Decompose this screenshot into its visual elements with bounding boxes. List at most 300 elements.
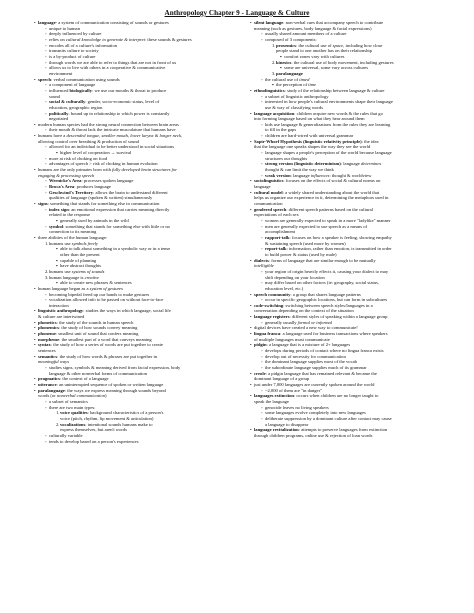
bullet-marker: ◦ <box>45 127 47 133</box>
bullet-marker: • <box>34 325 36 331</box>
bullet-marker: ◦ <box>261 297 263 303</box>
term: ethnolinguistics <box>254 87 285 93</box>
note-text: composed of 3 components: <box>265 36 317 42</box>
note-line <box>34 439 246 445</box>
note-text: generally used by animals in the wild <box>60 217 129 223</box>
note-text: determines <box>361 161 382 167</box>
note-text: the perception of <box>276 82 309 88</box>
term: social & culturally <box>49 99 86 105</box>
note-text: that the language one speaks shapes the way they see the world <box>254 144 371 150</box>
bullet-marker: • <box>34 342 36 348</box>
term: syntax <box>38 342 51 348</box>
note-text: formal or informal <box>297 319 333 325</box>
bullet-marker: • <box>34 201 36 206</box>
note-text: : smallest unit of sound that confers meaning <box>55 331 139 337</box>
bullet-marker: ▪ <box>280 53 282 59</box>
note-text: have abstract thoughts <box>60 263 102 269</box>
note-text: system of gestures <box>89 285 123 291</box>
note-line <box>250 433 454 439</box>
bullet-marker: • <box>34 387 36 393</box>
note-text: interested in how people's cultural environments shape their language <box>265 99 393 105</box>
note-text: express themselves, but aren't words <box>60 427 128 433</box>
bullet-marker: ◦ <box>45 223 47 229</box>
bullet-marker: ◦ <box>261 348 263 354</box>
note-text: expectations of each sex <box>254 212 299 218</box>
term: gendered speech <box>254 206 287 212</box>
bullet-marker: ◦ <box>45 184 47 190</box>
term: lingua franca <box>254 331 281 337</box>
bullet-marker: • <box>250 138 252 144</box>
note-text: : the cultural use of body movement, including gestures <box>291 59 394 65</box>
bullet-marker: ◦ <box>45 42 47 48</box>
bullet-marker: ◦ <box>45 161 47 167</box>
term: biologically <box>69 87 93 93</box>
note-text: kids use language & generalizations from the rules they are learning <box>265 121 391 127</box>
note-text: qualities of language (spoken & written) simultaneously <box>49 195 153 201</box>
note-text: negotiated <box>49 116 69 122</box>
bullet-marker: • <box>34 133 36 139</box>
note-text: : the context of a language <box>59 376 109 382</box>
note-text: : bound up in relationship to which power is constantly <box>68 110 170 116</box>
term: paralanguage <box>38 387 65 393</box>
left-column <box>34 20 246 444</box>
note-text: higher level of cooperation → survival <box>60 150 132 156</box>
note-text: : a language that is a mixture of 2+ languages <box>266 342 351 348</box>
note-text: develops during periods of contact where no lingua franca exists <box>265 348 384 354</box>
bullet-marker: ◦ <box>45 297 47 303</box>
note-text: : children acquire new words & the rules that go <box>294 110 383 116</box>
note-text: capable of planning <box>60 257 97 263</box>
term: signs <box>38 201 48 206</box>
note-text: dominant language of a group <box>254 376 310 382</box>
term: language acquisition <box>254 110 295 116</box>
bullet-marker: 3. <box>272 70 276 76</box>
bullet-marker: • <box>34 382 36 387</box>
bullet-marker: ◦ <box>45 31 47 37</box>
term: dialects <box>254 257 269 263</box>
bullet-marker: • <box>250 206 252 212</box>
note-text: women are generally expected to speak in a more "ladylike" manner <box>265 217 391 223</box>
bullet-marker: • <box>250 189 252 195</box>
note-text: human language began as a <box>38 285 90 291</box>
bullet-marker: 1. <box>45 240 49 246</box>
note-text: voice (pitch, rhythm, lip movement & articulation) <box>60 415 154 421</box>
bullet-marker: ◦ <box>45 53 47 59</box>
note-text: : language <box>340 161 361 167</box>
bullet-marker: • <box>250 87 252 93</box>
bullet-marker: 2. <box>45 268 49 274</box>
note-text: influenced <box>49 87 70 93</box>
note-text: allowed for an individual to be better understood in social situations <box>49 144 175 150</box>
note-text: : a group that shares language patterns <box>290 291 361 297</box>
note-text: influences <box>310 172 330 178</box>
note-text: interaction <box>49 302 69 308</box>
bullet-marker: ◦ <box>45 36 47 42</box>
bullet-marker: ▪ <box>56 263 58 269</box>
bullet-marker: • <box>34 167 36 173</box>
note-text: humans use <box>49 240 72 246</box>
term: speech community <box>254 291 291 297</box>
note-text: their mouth & throat lack the intricate musculature that humans have <box>49 127 176 133</box>
note-text: : the smallest part of a word that conveys meaning <box>59 336 152 342</box>
note-text: the subordinate language supplies much of its grammar <box>265 365 367 371</box>
term: linguistic anthropology <box>38 308 84 314</box>
note-text: : the study of the sounds in human speech <box>56 319 134 325</box>
note-text: - a system of communication consisting of sounds or gestures <box>55 20 169 25</box>
note-text: : focuses on how a speaker is feeling, showing empathy <box>289 234 392 240</box>
note-text: of multiple languages must communicate <box>254 336 330 342</box>
bullet-marker: • <box>250 257 252 263</box>
note-text: occur in specific geographic locations, but can form in subcultures <box>265 297 388 303</box>
term: symbol <box>49 223 64 229</box>
bullet-marker: ◦ <box>261 31 263 37</box>
note-text: use & way of classifying words <box>265 104 324 110</box>
note-text: your region of origin heavily effects it, causing your dialect to may <box>265 268 389 274</box>
note-text: : these sounds & gestures <box>144 36 192 42</box>
note-text: tends to develop based on a person's experiences <box>49 438 139 444</box>
bullet-marker: ◦ <box>45 178 47 184</box>
bullet-marker: ◦ <box>261 93 263 99</box>
note-text: deeply influenced by culture <box>49 31 102 37</box>
note-text: : study of the relationship between language & culture <box>284 87 385 93</box>
note-text: advantages of speech > risk of choking in human evolution <box>49 161 158 167</box>
note-text: other than the present <box>60 251 100 257</box>
note-text: unique to human <box>49 25 80 31</box>
note-text: culturally variable <box>49 432 83 438</box>
note-text: more at risk of choking on food <box>49 155 108 161</box>
bullet-marker: • <box>34 20 36 25</box>
note-text: men are generally expected to use speech as a means of <box>265 223 368 229</box>
bullet-marker: ◦ <box>261 133 263 139</box>
bullet-marker: • <box>250 178 252 184</box>
term: proxemics <box>276 42 297 48</box>
note-text: generally usually <box>265 319 298 325</box>
note-text: ~2,000 of them are "in danger" <box>265 387 323 393</box>
bullet-marker: ▪ <box>56 257 58 263</box>
note-text: related to the response <box>49 212 91 218</box>
term: morpheme <box>38 336 60 342</box>
bullet-marker: ◦ <box>45 189 47 195</box>
note-text: symbols freely <box>71 240 98 246</box>
note-text: sentences <box>38 348 56 354</box>
bullet-marker: • <box>250 370 252 376</box>
term: pidgin <box>254 342 267 348</box>
note-text: : something that stands for something else with little or no <box>63 223 170 229</box>
bullet-marker: • <box>250 427 252 433</box>
bullet-marker: • <box>34 376 36 382</box>
note-text: genocide leaves no living speakers <box>265 404 329 410</box>
note-text: : the idea <box>361 138 379 144</box>
bullet-marker: ◦ <box>261 387 263 393</box>
term: code-switching <box>254 302 284 308</box>
note-text: : an emotional expression that carries meaning directly <box>68 206 170 212</box>
note-text: children are hard-wired with universal grammar <box>265 133 354 139</box>
note-text: encodes all of a culture's information <box>49 42 118 48</box>
note-text: : attempts to preserve languages from extinction <box>298 427 388 433</box>
bullet-marker: • <box>34 336 36 342</box>
note-text: meaningful ways <box>38 359 70 365</box>
note-text: develop out of necessity for communication <box>265 353 346 359</box>
note-text: able to talk about something in a symbolic way or in a tense <box>60 246 171 252</box>
bullet-marker: ◦ <box>45 404 47 410</box>
note-text: , including how close <box>343 42 383 48</box>
term: strong version (linguistic determinism) <box>265 161 341 167</box>
note-text: some are universal, some vary across cultures <box>284 65 369 71</box>
note-text: : a language used for business transactions where speakers <box>280 331 388 337</box>
note-text: sound <box>49 93 60 99</box>
note-text: timed <box>299 76 310 82</box>
note-text: , <box>181 133 183 139</box>
bullet-marker: • <box>34 353 36 359</box>
bullet-marker: ◦ <box>45 438 47 444</box>
bullet-marker: ◦ <box>45 99 47 105</box>
note-text: : language <box>290 172 311 178</box>
note-text: vocalization allowed info to be passed on without face-to-face <box>49 297 164 303</box>
note-text: able to create new phrases & sentences <box>60 280 132 286</box>
term: phonemics <box>38 325 59 331</box>
note-text: : studies the ways in which language, social life <box>83 308 171 314</box>
note-text: : background characteristics of a person's <box>87 410 164 416</box>
bullet-marker: ▪ <box>280 65 282 71</box>
term: utterance <box>38 382 57 387</box>
note-text: a subset of semantics <box>49 398 88 404</box>
note-text: digital devices have created a new way to communicate! <box>254 325 358 331</box>
note-text: humans are the only primates born with <box>38 167 113 173</box>
bullet-marker: ◦ <box>261 280 263 286</box>
note-text: : information, rather than emotion, is transmitted in order <box>286 246 392 252</box>
note-text: a component of language <box>49 82 96 88</box>
note-text: words (or <box>38 393 57 399</box>
note-text: : the study of how words & phrases are put together in <box>57 353 158 359</box>
note-text: descended tongue, smaller mouth, lower larynx & longer neck <box>66 133 182 139</box>
bullet-marker: 2. <box>272 59 276 65</box>
term: phonetics <box>38 319 57 325</box>
bullet-marker: ◦ <box>45 144 47 150</box>
note-text: creative <box>84 274 100 280</box>
term: phoneme <box>38 331 56 337</box>
bullet-marker: 3. <box>45 274 49 280</box>
note-text: communication <box>254 201 283 206</box>
bullet-marker: ◦ <box>261 223 263 229</box>
note-text: : the study of how sounds convey meaning <box>58 325 138 331</box>
bullet-marker: ◦ <box>45 48 47 54</box>
note-text: deliberate suppression by a dominant culture after contact may cause <box>265 415 392 421</box>
note-text: : occurs when children are no longer taught to <box>293 393 379 399</box>
bullet-marker: ▪ <box>56 150 58 156</box>
bullet-marker: ◦ <box>45 59 47 65</box>
bullet-marker: ◦ <box>261 319 263 325</box>
bullet-marker: • <box>250 325 252 331</box>
bullet-marker: ◦ <box>261 415 263 421</box>
term: politically <box>49 110 69 116</box>
note-text: may differ based on other factors (ie: geography, social status, <box>265 280 380 286</box>
note-text: the dominant language supplies most of the vocab <box>265 359 357 365</box>
bullet-marker: ◦ <box>45 291 47 297</box>
bullet-marker: ◦ <box>261 410 263 416</box>
term: creole <box>254 370 266 376</box>
note-text: becoming bipedal freed up our hands to make gestures <box>49 291 150 297</box>
note-text: : forms of language that are similar enough to be mutually <box>268 257 376 263</box>
term: languages extinction <box>254 393 294 399</box>
note-text: : an uninterrupted sequence of spoken or written language <box>56 382 164 387</box>
note-text: language shapes a people's perception of the world because language <box>265 150 392 156</box>
note-text: usually shared amount members of a culture <box>265 31 347 37</box>
bullet-marker: • <box>34 234 36 240</box>
note-text: through children programs, online use & rejection of loan words <box>254 432 373 438</box>
note-text: ) <box>105 393 107 399</box>
note-text: a language to disappear <box>265 421 309 427</box>
note-text: : the cultural use of <box>296 42 333 48</box>
note-text: there are two main types: <box>49 404 96 410</box>
page-title: Anthropology Chapter 9 - Language & Culture <box>164 9 310 17</box>
note-text: thought & can limit the way we think <box>265 167 334 173</box>
bullet-marker: • <box>250 393 252 399</box>
term: report-talk <box>265 246 287 252</box>
bullet-marker: ◦ <box>45 82 47 88</box>
bullet-marker: ◦ <box>261 36 263 42</box>
note-text: connection to its meaning <box>49 229 97 235</box>
note-text: language & other nonverbal forms of communication <box>49 370 147 376</box>
note-text: : focuses on the effects of social & cultural norms on <box>283 178 381 184</box>
bullet-marker: • <box>34 76 36 82</box>
term: vocalizations <box>60 421 86 427</box>
term: speech <box>38 76 52 82</box>
note-text: : different speech patterns based on the cultural <box>286 206 373 212</box>
term: pragmatics <box>38 376 60 382</box>
bullet-marker: 1. <box>56 410 60 416</box>
term: language <box>38 20 56 25</box>
bullet-marker: • <box>250 342 252 348</box>
note-text: & sustaining speech (used more by women) <box>265 240 346 246</box>
note-text: : verbal communication using sounds <box>51 76 120 82</box>
bullet-marker: • <box>34 319 36 325</box>
note-text: structures our thoughts <box>265 155 308 161</box>
term: Sapir-Whorf Hypothesis (linguistic relativity principle) <box>254 138 362 144</box>
bullet-marker: ◦ <box>261 172 263 178</box>
note-text: education, geographic region <box>49 104 103 110</box>
note-text: : the study of how a series of words are put together to create <box>50 342 163 348</box>
term: voice qualities <box>60 410 88 416</box>
right-column <box>250 20 454 439</box>
note-text: nonverbal communication <box>56 393 105 399</box>
note-text: just under 7,000 languages are currently spoken around the world <box>254 382 375 387</box>
note-text: allowing control over breathing & production of sound <box>38 138 139 144</box>
bullet-marker: • <box>250 331 252 337</box>
note-text: to build power & status (used by male) <box>265 251 337 257</box>
note-text: : intentional sounds humans make to <box>85 421 153 427</box>
note-text: : non-verbal cues that accompany speech to contribute <box>283 20 384 25</box>
bullet-marker: ◦ <box>261 365 263 371</box>
bullet-marker: • <box>34 285 36 291</box>
bullet-marker: ◦ <box>45 398 47 404</box>
note-text: : produces language <box>74 184 111 190</box>
bullet-marker: ◦ <box>45 65 47 71</box>
bullet-marker: ▪ <box>272 82 274 88</box>
note-text: education level, etc.) <box>265 285 304 291</box>
note-text: : gender, socio-economic status, level of <box>85 99 160 105</box>
bullet-marker: ◦ <box>45 365 47 371</box>
note-text: a subset of linguistic anthropology <box>265 93 329 99</box>
note-text: : thought & worldview <box>329 172 372 178</box>
bullet-marker: ◦ <box>261 99 263 105</box>
term: Broca's Area <box>49 184 75 190</box>
note-text: environment <box>49 70 73 76</box>
bullet-marker: ◦ <box>261 217 263 223</box>
bullet-marker: • <box>34 121 36 127</box>
note-text: humans use <box>49 268 72 274</box>
bullet-marker: 1. <box>272 42 276 48</box>
note-text: : different styles of speaking within a language group <box>289 314 388 320</box>
bullet-marker: ▪ <box>56 246 58 252</box>
note-text: allows us to live with others in a cooperative & communicative <box>49 65 166 71</box>
note-text: humans have a <box>38 133 67 139</box>
term: silent language <box>254 20 284 25</box>
note-text: studies signs, symbols & meaning derived from facial expression, body <box>49 365 181 371</box>
note-text: : the ways we express meaning through sounds beyond <box>64 387 166 393</box>
bullet-marker: ▪ <box>56 280 58 286</box>
note-text: : allows the brain to understand different <box>93 189 168 195</box>
note-text: : switching between speech styles/languages in a <box>283 302 373 308</box>
note-text: people stand to one another has on their relationship <box>276 48 372 54</box>
note-text: shift depending on your location <box>265 274 325 280</box>
bullet-marker: 2. <box>56 421 60 427</box>
note-text: intelligible <box>254 263 274 269</box>
term: Geschwind's Territory <box>49 189 94 195</box>
note-text: fully developed brain structures for <box>112 167 178 173</box>
term: weak version <box>265 172 291 178</box>
bullet-marker: ◦ <box>261 121 263 127</box>
note-text: & culture are intertwined <box>38 314 85 320</box>
note-text: : processes spoken language <box>81 178 134 184</box>
note-text: space <box>332 42 344 48</box>
note-text: relies on <box>49 36 66 42</box>
note-text: helps us organize our experience in it, determining the metaphors used in <box>254 195 389 201</box>
bullet-marker: ◦ <box>261 150 263 156</box>
note-text: speak the language <box>254 398 289 404</box>
bullet-marker: ◦ <box>45 87 47 93</box>
bullet-marker: ◦ <box>261 268 263 274</box>
note-text: cultural knowledge to generate & interpret <box>65 36 145 42</box>
bullet-marker: ◦ <box>261 404 263 410</box>
term: semantics <box>38 353 58 359</box>
bullet-marker: ◦ <box>45 155 47 161</box>
bullet-marker: ◦ <box>261 353 263 359</box>
note-text: into forming language based on what they hear around them <box>254 116 365 122</box>
note-text: three abilities of the human language: <box>38 234 108 240</box>
bullet-marker: ◦ <box>261 246 263 252</box>
note-text: meaning (such as gestures, body language & facial expressions) <box>254 25 372 31</box>
note-text: : a widely shared understanding about the world that <box>282 189 380 195</box>
term: paralanguage <box>276 70 303 76</box>
note-text: time <box>308 82 317 88</box>
note-text: accomplishment <box>265 229 296 235</box>
note-text: modern human species had the strong neural connection between brain areas <box>38 121 179 127</box>
bullet-marker: • <box>250 20 252 25</box>
note-text: : something that stands for something else in communication <box>47 201 160 206</box>
note-text: language <box>254 184 271 190</box>
bullet-marker: ▪ <box>56 217 58 223</box>
term: language registers <box>254 314 290 320</box>
term: Wernicke's Area <box>49 178 82 184</box>
term: rapport-talk <box>265 234 290 240</box>
note-text: comfort zones vary with cultures <box>284 53 345 59</box>
bullet-marker: • <box>250 314 252 320</box>
term: kinesics <box>276 59 292 65</box>
bullet-marker: ◦ <box>45 432 47 438</box>
bullet-marker: ◦ <box>261 76 263 82</box>
bullet-marker: ◦ <box>261 359 263 365</box>
bullet-marker: ◦ <box>261 161 263 167</box>
